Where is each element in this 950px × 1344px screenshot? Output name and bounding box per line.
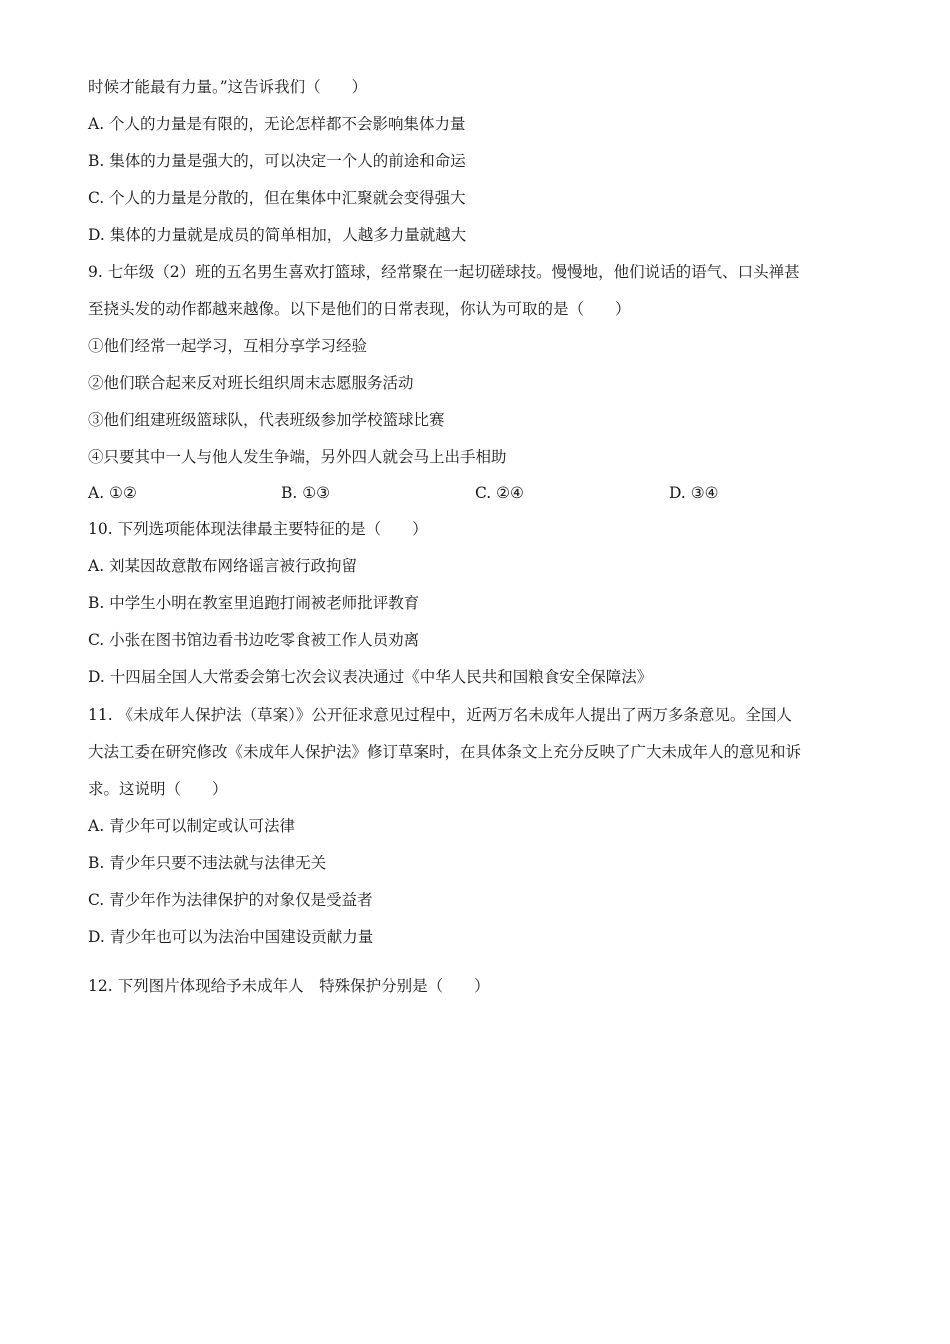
q11-stem-line-1: 11. 《未成年人保护法（草案）》公开征求意见过程中，近两万名未成年人提出了两万多条意见。全国人 xyxy=(88,706,792,724)
q12-stem: 12. 下列图片体现给予未成年人 特殊保护分别是（ ） xyxy=(88,977,490,995)
q9-statement-2: ②他们联合起来反对班长组织周末志愿服务活动 xyxy=(88,374,414,392)
q8-option-d[interactable]: D. 集体的力量就是成员的简单相加，人越多力量就越大 xyxy=(88,226,467,244)
q10-stem: 10. 下列选项能体现法律最主要特征的是（ ） xyxy=(88,520,428,538)
q8-option-c[interactable]: C. 个人的力量是分散的，但在集体中汇聚就会变得强大 xyxy=(88,189,466,207)
q11-option-c[interactable]: C. 青少年作为法律保护的对象仅是受益者 xyxy=(88,891,373,909)
q9-stem-line-1: 9. 七年级（2）班的五名男生喜欢打篮球，经常聚在一起切磋球技。慢慢地，他们说话的语气、口头禅甚 xyxy=(88,263,800,281)
q9-statement-3: ③他们组建班级篮球队，代表班级参加学校篮球比赛 xyxy=(88,411,445,429)
q9-stem-line-2: 至挠头发的动作都越来越像。以下是他们的日常表现，你认为可取的是（ ） xyxy=(88,300,631,318)
q9-option-b[interactable]: B. ①③ xyxy=(281,484,331,502)
q9-options-row xyxy=(88,482,888,504)
q9-statement-1: ①他们经常一起学习，互相分享学习经验 xyxy=(88,337,368,355)
q10-option-c[interactable]: C. 小张在图书馆边看书边吃零食被工作人员劝离 xyxy=(88,631,420,649)
q11-stem-line-3: 求。这说明（ ） xyxy=(88,780,228,798)
q10-option-a[interactable]: A. 刘某因故意散布网络谣言被行政拘留 xyxy=(88,557,358,575)
q8-stem: 时候才能最有力量。”这告诉我们（ ） xyxy=(88,78,368,96)
q11-option-a[interactable]: A. 青少年可以制定或认可法律 xyxy=(88,817,296,835)
q11-option-b[interactable]: B. 青少年只要不违法就与法律无关 xyxy=(88,854,327,872)
q11-stem-line-2: 大法工委在研究修改《未成年人保护法》修订草案时，在具体条文上充分反映了广大未成年人的意见和诉 xyxy=(88,743,802,761)
q9-option-d[interactable]: D. ③④ xyxy=(669,484,719,502)
q10-option-b[interactable]: B. 中学生小明在教室里追跑打闹被老师批评教育 xyxy=(88,594,420,612)
q8-option-a[interactable]: A. 个人的力量是有限的，无论怎样都不会影响集体力量 xyxy=(88,115,466,133)
q9-statement-4: ④只要其中一人与他人发生争端，另外四人就会马上出手相助 xyxy=(88,448,507,466)
q9-option-c[interactable]: C. ②④ xyxy=(475,484,524,502)
q8-option-b[interactable]: B. 集体的力量是强大的，可以决定一个人的前途和命运 xyxy=(88,152,466,170)
q11-option-d[interactable]: D. 青少年也可以为法治中国建设贡献力量 xyxy=(88,928,374,946)
q9-option-a[interactable]: A. ①② xyxy=(88,484,137,502)
q10-option-d[interactable]: D. 十四届全国人大常委会第七次会议表决通过《中华人民共和国粮食安全保障法》 xyxy=(88,668,653,686)
